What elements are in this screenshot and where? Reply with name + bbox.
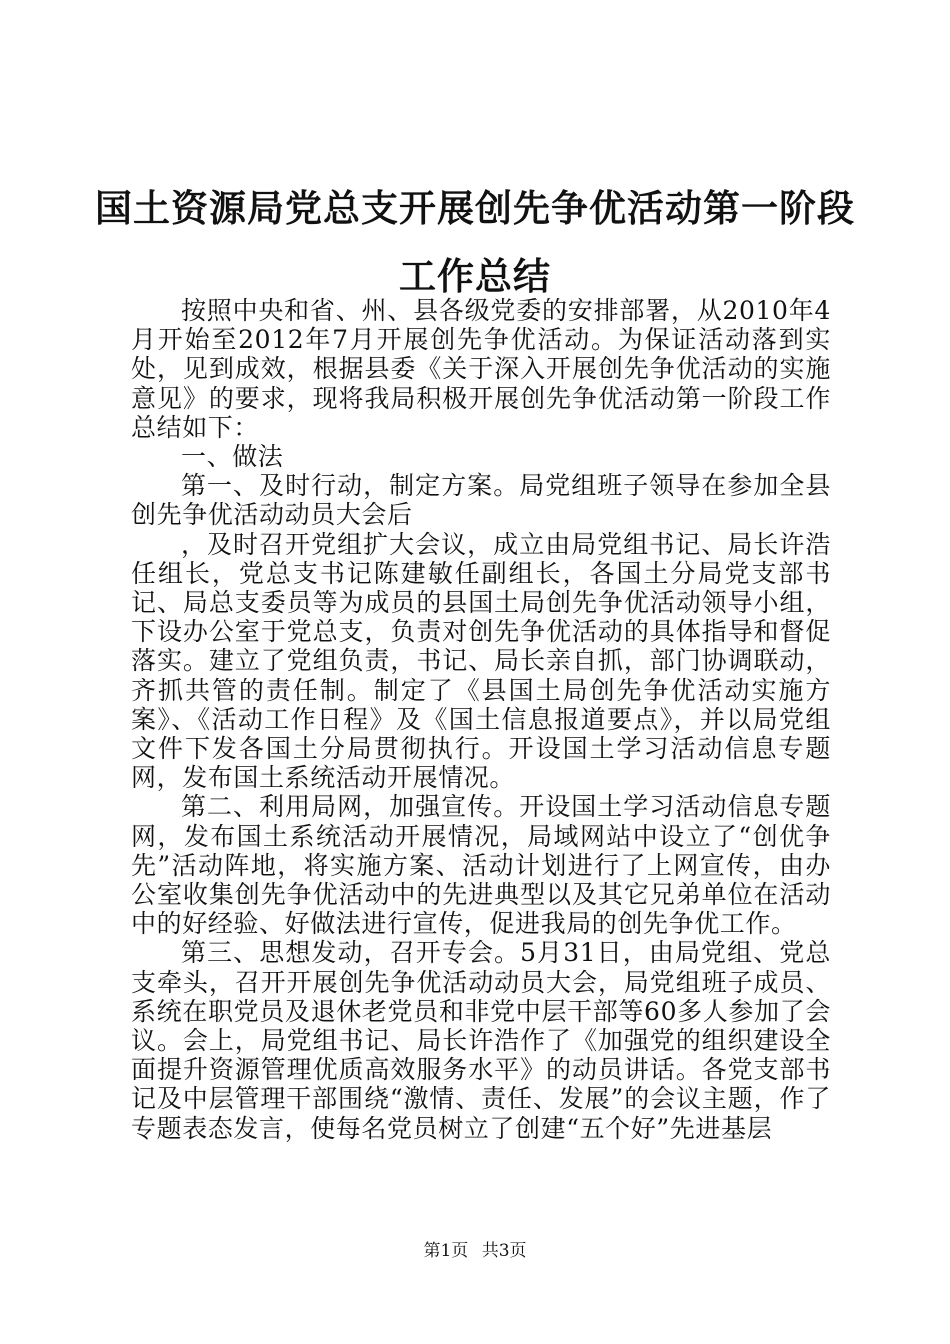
paragraph-second-point: 第二、利用局网，加强宣传。开设国土学习活动信息专题网，发布国土系统活动开展情况，局域网站中设立了“创优争先”活动阵地，将实施方案、活动计划进行了上网宣传，由办公室收集创先争优活动中的先进典型以及其它兄弟单位在活动中的好经验、好做法进行宣传，促进我局的创先争优工作。 bbox=[131, 792, 831, 939]
section-heading-methods: 一、做法 bbox=[181, 442, 284, 472]
document-title-line-2: 工作总结 bbox=[399, 254, 551, 298]
page-footer bbox=[0, 1243, 950, 1260]
paragraph-third-point: 第三、思想发动，召开专会。5月31日，由局党组、党总支牵头，召开开展创先争优活动动员大会，局党组班子成员、系统在职党员及退休老党员和非党中层干部等60多人参加了会议。会上，局党组书记、局长许浩作了《加强党的组织建设全面提升资源管理优质高效服务水平》的动员讲话。各党支部书记及中层管理干部围绕“激情、责任、发展”的会议主题，作了专题表态发言，使每名党员树立了创建“五个好”先进基层 bbox=[131, 938, 831, 1143]
page-number: 第1页 bbox=[423, 1241, 469, 1261]
page-total: 共3页 bbox=[481, 1241, 527, 1261]
document-title-line-1: 国土资源局党总支开展创先争优活动第一阶段 bbox=[95, 186, 855, 230]
document-body bbox=[131, 296, 831, 1143]
paragraph-first-point: 第一、及时行动，制定方案。局党组班子领导在参加全县创先争优活动动员大会后 bbox=[131, 471, 831, 530]
paragraph-first-point-continued: ，及时召开党组扩大会议，成立由局党组书记、局长许浩任组长，党总支书记陈建敏任副组长，各国土分局党支部书记、局总支委员等为成员的县国土局创先争优活动领导小组，下设办公室于党总支，负责对创先争优活动的具体指导和督促落实。建立了党组负责，书记、局长亲自抓，部门协调联动，齐抓共管的责任制。制定了《县国土局创先争优活动实施方案》、《活动工作日程》及《国土信息报道要点》，并以局党组文件下发各国土分局贯彻执行。开设国土学习活动信息专题网，发布国土系统活动开展情况。 bbox=[131, 529, 831, 793]
paragraph-intro: 按照中央和省、州、县各级党委的安排部署，从2010年4月开始至2012年7月开展创先争优活动。为保证活动落到实处，见到成效，根据县委《关于深入开展创先争优活动的实施意见》的要求，现将我局积极开展创先争优活动第一阶段工作总结如下： bbox=[131, 296, 831, 442]
